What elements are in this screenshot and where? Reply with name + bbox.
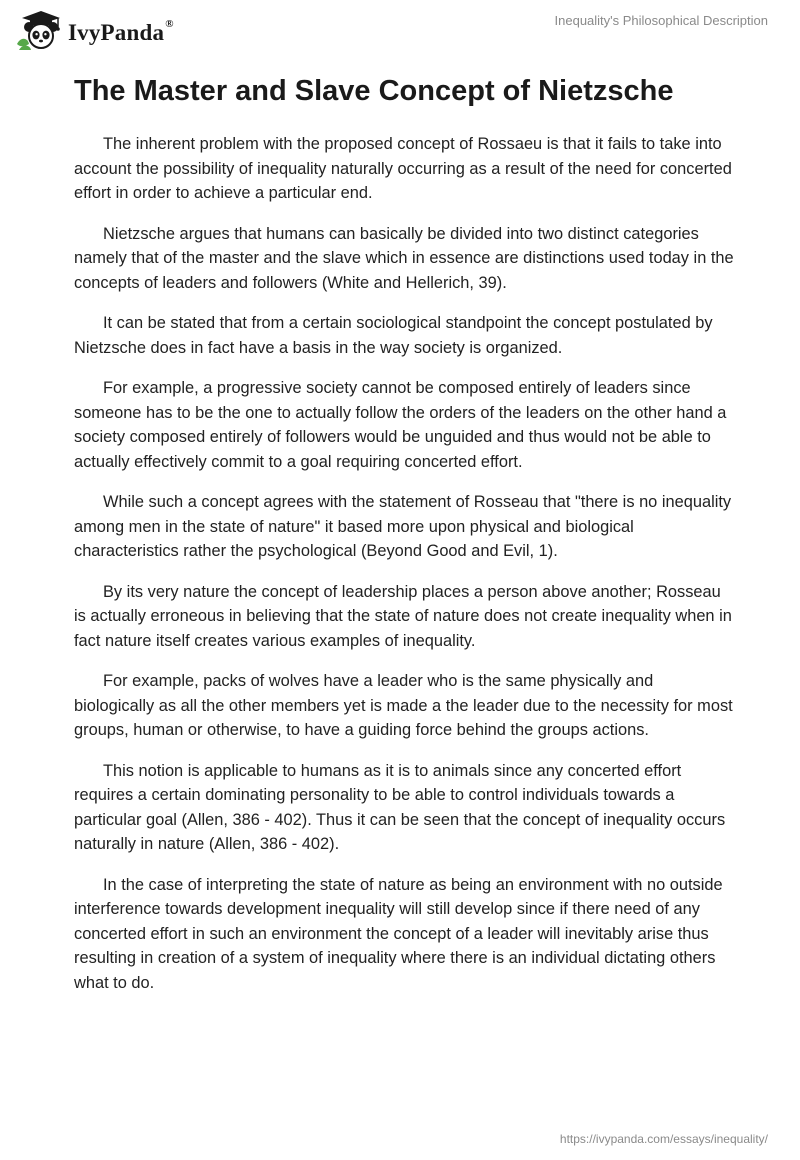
ivypanda-logo[interactable] — [14, 8, 174, 52]
source-url[interactable]: https://ivypanda.com/essays/inequality/ — [559, 1132, 768, 1146]
paragraph: While such a concept agrees with the statement of Rosseau that "there is no inequality among men in the state of nature" it based more upon physical and biological characteristics rather the psychological (Beyond Good and Evil, 1). — [74, 493, 732, 560]
article-title: The Master and Slave Concept of Nietzsche — [74, 75, 674, 107]
article-body — [74, 72, 734, 1011]
page-header — [0, 0, 800, 64]
paragraph: For example, packs of wolves have a leader who is the same physically and biologically as all the other members yet is made a the leader due to the necessity for most groups, human or otherwise, to have a guiding force behind the groups actions. — [74, 672, 733, 739]
paragraph: It can be stated that from a certain sociological standpoint the concept postulated by Nietzsche does in fact have a basis in the way society is organized. — [74, 314, 713, 357]
logo-wordmark: IvyPanda® — [68, 18, 174, 45]
paragraph: The inherent problem with the proposed concept of Rossaeu is that it fails to take into account the possibility of inequality naturally occurring as a result of the need for concerted effort in order to achieve a particular end. — [74, 135, 732, 202]
paragraph: In the case of interpreting the state of nature as being an environment with no outside interference towards development inequality will still develop since if there need of any concerted effort in such an environment the concept of a leader will inevitably arise thus resulting in creation of a system of inequality where there is an individual dictating others what to do. — [74, 875, 723, 992]
paragraph: By its very nature the concept of leadership places a person above another; Rosseau is actually erroneous in believing that the state of nature does not create inequality when in fact nature itself creates various examples of inequality. — [74, 582, 732, 650]
panda-mascot-icon — [14, 8, 64, 52]
paragraph: Nietzsche argues that humans can basically be divided into two distinct categories namely that of the master and the slave which in essence are distinctions used today in the concepts of leaders and followers (White and Hellerich, 39). — [74, 224, 734, 292]
registered-mark: ® — [165, 18, 174, 30]
paragraph: This notion is applicable to humans as it is to animals since any concerted effort requires a certain dominating personality to be able to control individuals towards a particular goal (Allen, 386 - 402). Thus it can be seen that the concept of inequality occurs naturally in nature (Allen, 386 - 402). — [74, 761, 726, 853]
document-title: Inequality's Philosophical Description — [554, 13, 768, 28]
paragraph: For example, a progressive society cannot be composed entirely of leaders since someone has to be the one to actually follow the orders of the leaders on the other hand a society composed entirely of followers would be unguided and thus would not be able to actually effectively commit to a goal requiring concerted effort. — [74, 379, 727, 471]
